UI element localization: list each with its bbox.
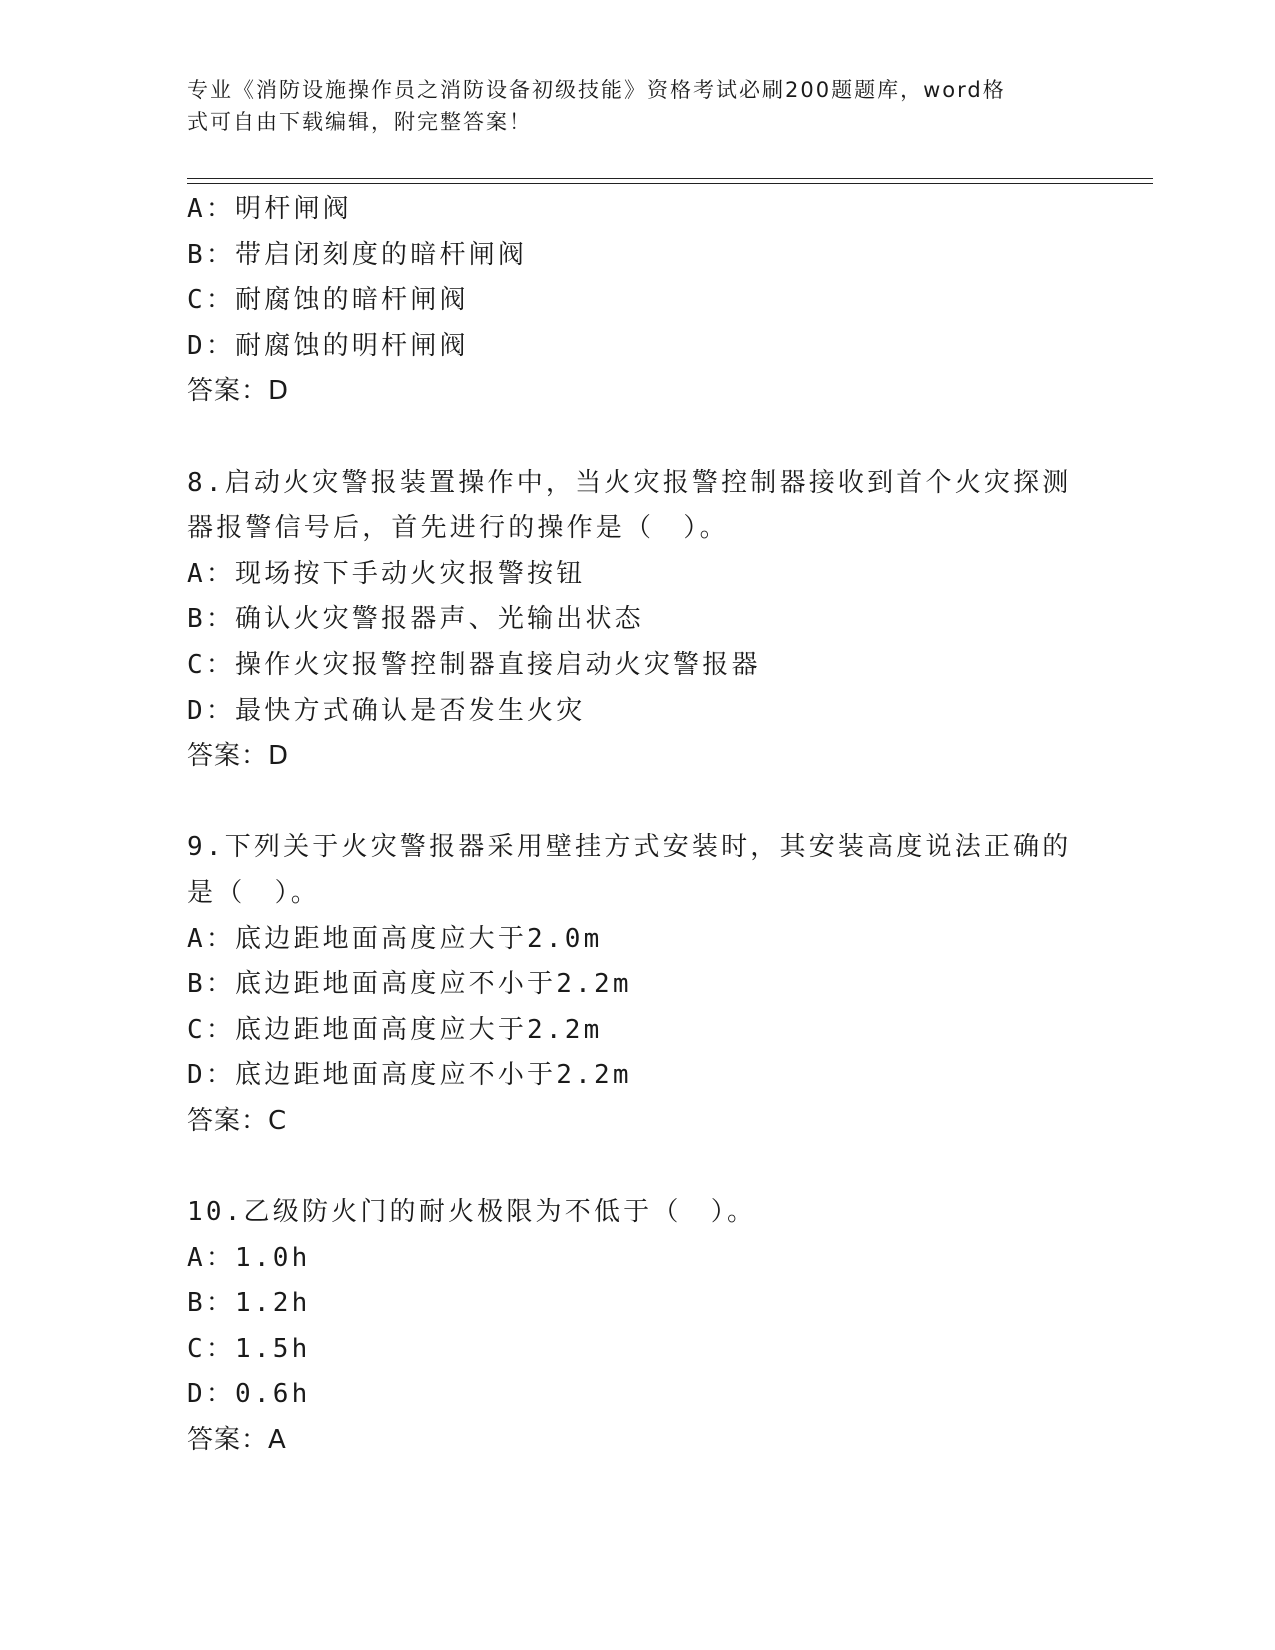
option-c: C：底边距地面高度应大于2.2m: [187, 1014, 603, 1045]
option-c: C：1.5h: [187, 1333, 311, 1364]
option-a: A：明杆闸阀: [187, 194, 352, 224]
question-text-line-1: 10.乙级防火门的耐火极限为不低于（ ）。: [187, 1197, 757, 1228]
header-line-2: 式可自由下载编辑，附完整答案！: [187, 110, 532, 134]
question-9: [187, 825, 1072, 1144]
option-b: B：1.2h: [187, 1288, 311, 1319]
answer: 答案：D: [187, 741, 290, 772]
answer: 答案：A: [187, 1425, 287, 1456]
spacer: [187, 780, 1067, 826]
option-d: D：底边距地面高度应不小于2.2m: [187, 1060, 632, 1091]
question-10: [187, 1190, 1067, 1464]
option-a: A：底边距地面高度应大于2.0m: [187, 923, 603, 954]
option-b: B：底边距地面高度应不小于2.2m: [187, 969, 632, 1000]
spacer: [187, 1144, 1067, 1190]
question-7: [187, 187, 1067, 415]
option-b: B：带启闭刻度的暗杆闸阀: [187, 239, 528, 270]
question-text-line-1: 8.启动火灾警报装置操作中，当火灾报警控制器接收到首个火灾探测: [187, 467, 1072, 498]
option-c: C：操作火灾报警控制器直接启动火灾警报器: [187, 649, 761, 680]
question-text-line-1: 9.下列关于火灾警报器采用壁挂方式安装时，其安装高度说法正确的: [187, 832, 1072, 863]
question-8: [187, 461, 1072, 780]
option-d: D：耐腐蚀的明杆闸阀: [187, 330, 469, 361]
question-text-line-2: 器报警信号后，首先进行的操作是（ ）。: [187, 513, 729, 544]
option-d: D：最快方式确认是否发生火灾: [187, 695, 586, 726]
question-list: [187, 187, 1072, 1464]
header-divider: [187, 178, 1153, 184]
option-a: A：现场按下手动火灾报警按钮: [187, 558, 586, 589]
option-b: B：确认火灾警报器声、光输出状态: [187, 604, 644, 635]
option-d: D：0.6h: [187, 1379, 311, 1410]
answer: 答案：D: [187, 376, 290, 407]
answer: 答案：C: [187, 1105, 288, 1136]
spacer: [187, 415, 1067, 461]
option-c: C：耐腐蚀的暗杆闸阀: [187, 285, 469, 316]
header-line-1: 专业《消防设施操作员之消防设备初级技能》资格考试必刷200题题库，word格: [187, 78, 1006, 102]
document-header: [187, 74, 1067, 138]
option-a: A：1.0h: [187, 1242, 311, 1273]
question-text-line-2: 是（ ）。: [187, 877, 321, 908]
